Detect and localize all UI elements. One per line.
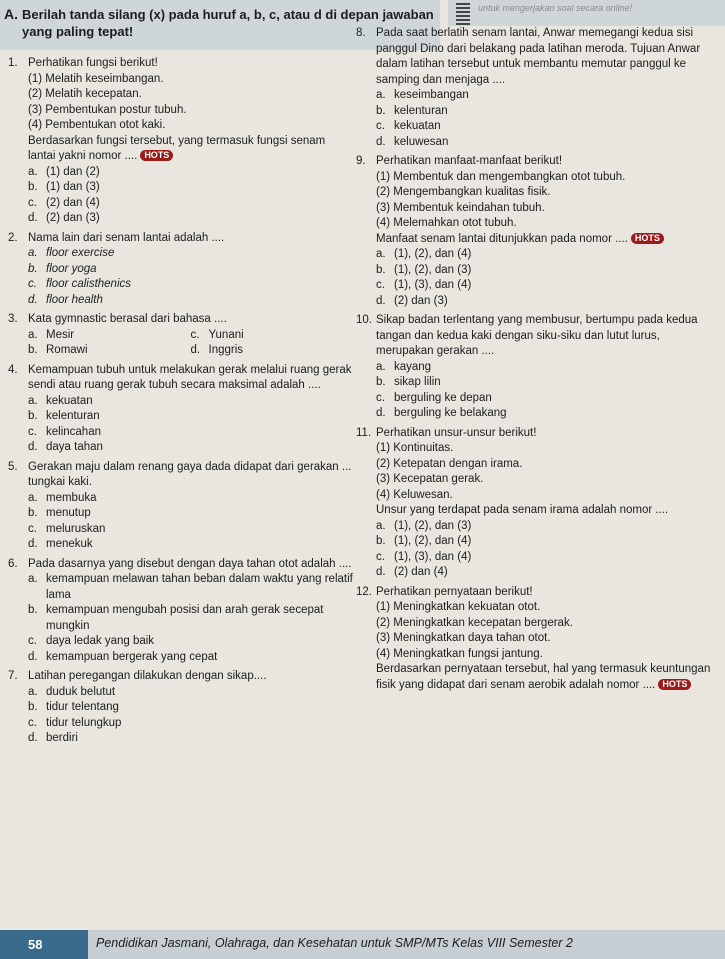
option-a[interactable]: a. (1), (2), dan (3) [376,519,472,532]
option-a[interactable]: a. duduk belutut [28,685,116,698]
item: (4) Melemahkan otot tubuh. [376,217,517,229]
hots-badge: HOTS [140,150,173,161]
online-note: untuk mengerjakan soal secara online! [478,3,633,13]
question-6: 6. Pada dasarnya yang disebut dengan daya tahan otot adalah .... a. kemampuan melawan tahan beban dalam waktu yang relatif lama b. kemampuan mengubah posisi dan arah gerak secepat mungkin c. daya ledak yang baik d. kemampuan bergerak yang cepat [8,557,353,666]
option-c[interactable]: c. tidur telungkup [28,716,122,729]
option-b[interactable]: b. sikap lilin [376,376,441,388]
question-5: 5. Gerakan maju dalam renang gaya dada didapat dari gerakan ... tungkai kaki. a. membuka b. menutup c. meluruskan d. menekuk [8,460,353,553]
option-c[interactable]: c. daya ledak yang baik [28,635,155,647]
question-9: 9. Perhatikan manfaat-manfaat berikut! (1) Membentuk dan mengembangkan otot tubuh. (2) Mengembangkan kualitas fisik. (3) Membentuk keindahan tubuh. (4) Melemahkan otot tubuh. Manfaat senam lantai ditunjukkan pada nomor .... HOTS a. (1), (2), dan (4) b. (1), (2), dan (3) c. (1), (3), dan (4) d. (2) dan (3) [356,154,720,309]
option-b[interactable]: b. (1), (2), dan (3) [376,263,472,276]
section-letter: A. [4,6,18,22]
option-b[interactable]: b. (1), (2), dan (4) [376,535,472,547]
question-10: 10. Sikap badan terlentang yang membusur, bertumpu pada kedua tangan dan kedua kaki dengan siku-siku dan lutut lurus, merupakan gerakan .... a. kayang b. sikap lilin c. berguling ke depan d. berguling ke belakang [356,313,720,422]
option-d[interactable]: d. keluwesan [376,135,449,148]
option-a[interactable]: a. kekuatan [28,394,93,407]
option-d[interactable]: d. kemampuan bergerak yang cepat [28,650,218,663]
instruction: Berilah tanda silang (x) pada huruf a, b, c, atau d di depan jawaban yang paling tepat! [22,7,434,39]
option-a[interactable]: a. Mesir [28,328,75,341]
option-d[interactable]: d. menekuk [28,538,93,550]
option-c[interactable]: c. kekuatan [376,120,441,132]
option-c[interactable]: c. (1), (3), dan (4) [376,279,472,291]
option-c[interactable]: c. (2) dan (4) [28,196,100,209]
option-c[interactable]: c. kelincahan [28,425,101,438]
option-c[interactable]: c. (1), (3), dan (4) [376,550,472,563]
item: (2) Meningkatkan kecepatan bergerak. [376,616,573,629]
item: (4) Keluwesan. [376,488,453,501]
option-b[interactable]: b. tidur telentang [28,701,119,713]
item: (2) Ketepatan dengan irama. [376,457,523,470]
item: (3) Pembentukan postur tubuh. [28,103,187,116]
option-c[interactable]: c. meluruskan [28,522,106,535]
question-1: 1. Perhatikan fungsi berikut! (1) Melatih keseimbangan. (2) Melatih kecepatan. (3) Pembentukan postur tubuh. (4) Pembentukan otot kaki. Berdasarkan fungsi tersebut, yang termasuk fungsi senam lantai yakni nomor .... HOTS a. (1) dan (2) b. (1) dan (3) c. (2) dan (4) d. (2) dan (3) [8,56,353,227]
option-d[interactable]: d. floor health [28,293,103,306]
option-d[interactable]: d. berdiri [28,732,78,744]
option-b[interactable]: b. menutup [28,507,91,519]
option-b[interactable]: b. (1) dan (3) [28,181,100,193]
question-7: 7. Latihan peregangan dilakukan dengan sikap.... a. duduk belutut b. tidur telentang c. tidur telungkup d. berdiri [8,669,353,747]
qr-code-icon [456,3,470,25]
option-a[interactable]: a. membuka [28,491,97,504]
item: (3) Meningkatkan daya tahan otot. [376,632,551,644]
option-c[interactable]: c. Yunani [190,328,244,341]
left-column [8,56,353,751]
item: (4) Pembentukan otot kaki. [28,119,166,131]
option-c[interactable]: c. floor calisthenics [28,278,132,290]
option-a[interactable]: a. floor exercise [28,247,115,259]
option-d[interactable]: d. (2) dan (3) [28,212,100,224]
item: (1) Membentuk dan mengembangkan otot tubuh. [376,170,626,183]
option-b[interactable]: b. kemampuan mengubah posisi dan arah gerak secepat mungkin [28,604,324,632]
option-b[interactable]: b. kelenturan [376,104,448,117]
question-text: Manfaat senam lantai ditunjukkan pada nomor .... HOTS [356,232,720,248]
item: (2) Melatih kecepatan. [28,88,142,100]
footer-text: Pendidikan Jasmani, Olahraga, dan Kesehatan untuk SMP/MTs Kelas VIII Semester 2 [96,936,573,950]
question-12: 12. Perhatikan pernyataan berikut! (1) Meningkatkan kekuatan otot. (2) Meningkatkan kecepatan bergerak. (3) Meningkatkan daya tahan otot. (4) Meningkatkan fungsi jantung. Berdasarkan pernyataan tersebut, hal yang termasuk keuntungan fisik yang didapat dari senam aerobik adalah nomor .... HOTS [356,585,720,694]
option-d[interactable]: d. (2) dan (4) [376,566,448,578]
option-a[interactable]: a. (1), (2), dan (4) [376,248,472,260]
item: (1) Meningkatkan kekuatan otot. [376,601,541,613]
page-number: 58 [0,930,88,959]
question-8: 8. Pada saat berlatih senam lantai, Anwar memegangi kedua sisi panggul Dino dari belakang pada latihan meroda. Tujuan Anwar dalam latihan tersebut untuk membantu memutar panggul ke samping dan menjaga .... a. keseimbangan b. kelenturan c. kekuatan d. keluwesan [356,26,720,150]
option-a[interactable]: a. (1) dan (2) [28,165,100,178]
item: (3) Kecepatan gerak. [376,473,484,485]
option-d[interactable]: d. Inggris [190,344,244,356]
hots-badge: HOTS [658,679,691,690]
option-b[interactable]: b. kelenturan [28,410,100,422]
option-a[interactable]: a. kemampuan melawan tahan beban dalam waktu yang relatif lama [28,573,353,601]
question-4: 4. Kemampuan tubuh untuk melakukan gerak melalui ruang gerak sendi atau ruang gerak tubuh secara maksimal adalah .... a. kekuatan b. kelenturan c. kelincahan d. daya tahan [8,363,353,456]
question-text: Berdasarkan fungsi tersebut, yang termasuk fungsi senam lantai yakni nomor .... HOTS [28,134,326,162]
options-grid [8,328,353,359]
question-text: Unsur yang terdapat pada senam irama adalah nomor .... [376,504,669,516]
hots-badge: HOTS [631,233,664,244]
option-d[interactable]: d. daya tahan [28,441,103,453]
option-d[interactable]: d. berguling ke belakang [376,407,507,419]
option-b[interactable]: b. floor yoga [28,262,97,275]
item: (4) Meningkatkan fungsi jantung. [376,647,543,660]
question-3: 3. Kata gymnastic berasal dari bahasa .... a. Mesir c. Yunani b. Romawi d. Inggris [8,312,353,359]
item: (1) Melatih keseimbangan. [28,72,164,85]
right-column [356,26,720,697]
option-c[interactable]: c. berguling ke depan [376,391,492,404]
item: (2) Mengembangkan kualitas fisik. [376,186,551,198]
question-text: Berdasarkan pernyataan tersebut, hal yang termasuk keuntungan fisik yang didapat dari senam aerobik adalah nomor .... HOTS [376,663,711,691]
option-a[interactable]: a. keseimbangan [376,89,469,101]
question-11: 11. Perhatikan unsur-unsur berikut! (1) Kontinuitas. (2) Ketepatan dengan irama. (3) Kecepatan gerak. (4) Keluwesan. Unsur yang terdapat pada senam irama adalah nomor .... a. (1), (2), dan (3) b. (1), (2), dan (4) c. (1), (3), dan (4) d. (2) dan (4) [356,426,720,581]
option-d[interactable]: d. (2) dan (3) [376,294,448,307]
option-a[interactable]: a. kayang [376,360,432,373]
item: (3) Membentuk keindahan tubuh. [376,201,545,214]
option-b[interactable]: b. Romawi [28,344,88,356]
question-2: 2. Nama lain dari senam lantai adalah .... a. floor exercise b. floor yoga c. floor calisthenics d. floor health [8,231,353,309]
item: (1) Kontinuitas. [376,442,454,454]
